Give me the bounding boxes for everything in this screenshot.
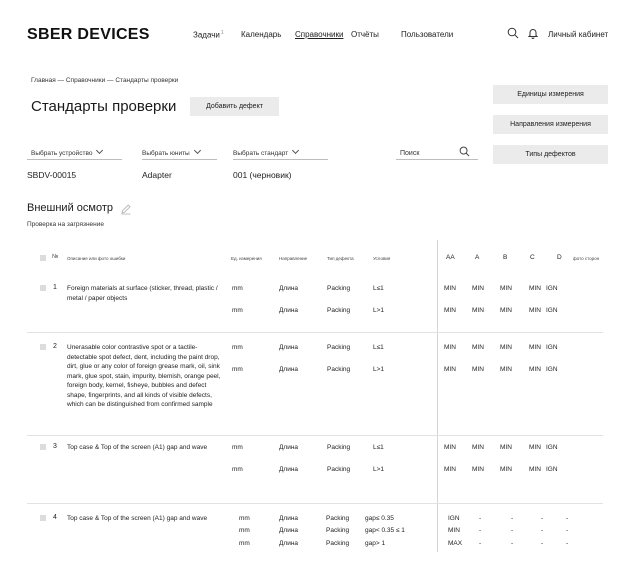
cell-aa: MIN (444, 307, 456, 314)
cell-c: MIN (529, 285, 541, 292)
cell-unit: mm (232, 344, 243, 351)
cell-b: - (511, 527, 514, 534)
section-subtitle: Проверка на загрязнение (27, 221, 104, 228)
cell-a: MIN (472, 344, 484, 351)
personal-cabinet-link[interactable]: Личный кабинет (548, 30, 609, 39)
cell-c: MIN (529, 366, 541, 373)
add-defect-button[interactable]: Добавить дефект (190, 97, 279, 116)
cell-condition: L>1 (373, 466, 385, 473)
row-description: Top case & Top of the screen (A1) gap and wave (67, 444, 208, 451)
cell-aa: MIN (448, 527, 460, 534)
row-description: Top case & Top of the screen (A1) gap and wave (67, 515, 208, 522)
cell-condition: gap≤ 0.35 (365, 515, 394, 522)
row-number: 4 (53, 514, 57, 521)
cell-type: Packing (327, 344, 351, 351)
cell-d: IGN (546, 307, 558, 314)
search-underline (396, 159, 478, 160)
section-title: Внешний осмотр (27, 202, 113, 214)
nav-reports[interactable]: Отчёты (351, 30, 379, 39)
standard-select-value: 001 (черновик) (233, 170, 292, 180)
cell-d: IGN (546, 444, 558, 451)
cell-direction: Длина (279, 515, 299, 522)
cell-c: MIN (529, 444, 541, 451)
cell-b: MIN (500, 344, 512, 351)
col-header-d: D (557, 254, 562, 261)
cell-d: - (566, 527, 569, 534)
cell-unit: mm (232, 366, 243, 373)
table-divider (437, 240, 438, 552)
row-description: Unerasable color contrastive spot or a tactile-detectable spot defect, dent, including the paint drop, dirt, glue or any color of foreign grease mark, oil, sink mark, glue spot, stain, impurity, blemish, orange peel, foreign body, kernel, fisheye, bubbles and defect shape, fingerprints, and all kinds of visible defects, which can be distinguished from confirmed sample (67, 344, 221, 408)
cell-a: MIN (472, 466, 484, 473)
pencil-icon[interactable] (120, 203, 132, 215)
units-select-label: Выбрать юниты (142, 150, 190, 157)
cell-a: MIN (472, 285, 484, 292)
cell-type: Packing (326, 540, 350, 547)
cell-condition: L≤1 (373, 285, 384, 292)
cell-direction: Длина (279, 444, 299, 451)
cell-condition: L>1 (373, 307, 385, 314)
cell-aa: IGN (448, 515, 460, 522)
chevron-down-icon (96, 147, 103, 154)
cell-aa: MIN (444, 366, 456, 373)
cell-a: - (479, 527, 482, 534)
standard-select[interactable] (233, 150, 298, 157)
cell-d: IGN (546, 366, 558, 373)
nav-calendar[interactable]: Календарь (241, 30, 282, 39)
cell-type: Packing (326, 527, 350, 534)
logo[interactable]: SBER DEVICES (27, 26, 150, 43)
cell-aa: MIN (444, 444, 456, 451)
standard-select-label: Выбрать стандарт (233, 150, 289, 157)
cell-b: MIN (500, 366, 512, 373)
cell-aa: MIN (444, 344, 456, 351)
units-button[interactable]: Единицы измерения (493, 85, 608, 104)
cell-direction: Длина (279, 466, 299, 473)
defect-types-button[interactable]: Типы дефектов (493, 145, 608, 164)
cell-a: MIN (472, 366, 484, 373)
cell-d: IGN (546, 466, 558, 473)
cell-type: Packing (326, 515, 350, 522)
cell-d: IGN (546, 285, 558, 292)
nav-tasks-label: Задачи (193, 30, 220, 40)
cell-unit: mm (239, 540, 250, 547)
cell-type: Packing (327, 307, 351, 314)
col-header-c: C (530, 254, 535, 261)
cell-condition: L≤1 (373, 344, 384, 351)
cell-direction: Длина (279, 344, 299, 351)
cell-direction: Длина (279, 366, 299, 373)
nav-tasks-badge: 1 (220, 30, 224, 36)
search-input[interactable]: Поиск (400, 150, 420, 157)
units-select-underline (142, 159, 217, 160)
row-checkbox[interactable] (40, 285, 46, 291)
cell-c: MIN (529, 344, 541, 351)
directions-button[interactable]: Направления измерения (493, 115, 608, 134)
cell-b: - (511, 540, 514, 547)
cell-aa: MAX (448, 540, 463, 547)
standard-select-underline (233, 159, 328, 160)
cell-b: MIN (500, 307, 512, 314)
search-icon[interactable] (459, 146, 470, 157)
chevron-down-icon (292, 147, 299, 154)
search-icon[interactable] (507, 27, 519, 39)
page-title: Стандарты проверки (31, 98, 177, 115)
cell-b: MIN (500, 444, 512, 451)
row-checkbox[interactable] (40, 515, 46, 521)
row-checkbox[interactable] (40, 444, 46, 450)
cell-direction: Длина (279, 540, 299, 547)
cell-b: MIN (500, 466, 512, 473)
cell-c: MIN (529, 307, 541, 314)
col-header-desc: Описание или фото ошибки (67, 256, 126, 261)
col-header-a: A (475, 254, 480, 261)
device-select[interactable] (31, 150, 102, 157)
cell-c: - (541, 527, 544, 534)
cell-a: MIN (472, 307, 484, 314)
units-select-value: Adapter (142, 170, 172, 180)
row-separator (27, 332, 603, 333)
col-header-type: Тип дефекта (327, 256, 354, 261)
col-header-direction: Направление (279, 256, 308, 261)
col-header-unit: Ед. измерения (231, 256, 262, 261)
cell-unit: mm (232, 285, 243, 292)
cell-d: IGN (546, 344, 558, 351)
col-header-condition: Условия (373, 256, 391, 261)
cell-type: Packing (327, 466, 351, 473)
cell-direction: Длина (279, 285, 299, 292)
cell-direction: Длина (279, 307, 299, 314)
select-all-checkbox[interactable] (40, 255, 46, 261)
cell-c: - (541, 515, 544, 522)
cell-condition: gap> 1 (365, 540, 386, 547)
row-number: 3 (53, 443, 57, 450)
col-header-num: № (52, 254, 59, 260)
cell-a: MIN (472, 444, 484, 451)
device-select-value: SBDV-00015 (27, 170, 77, 180)
row-number: 1 (53, 284, 57, 291)
cell-type: Packing (327, 285, 351, 292)
cell-c: - (541, 540, 544, 547)
cell-condition: L≤1 (373, 444, 384, 451)
device-select-label: Выбрать устройство (31, 150, 93, 157)
cell-condition: gap< 0.35 ≤ 1 (365, 527, 405, 534)
row-checkbox[interactable] (40, 344, 46, 350)
units-select[interactable] (142, 150, 200, 157)
cell-type: Packing (327, 444, 351, 451)
row-separator (27, 503, 603, 504)
cell-direction: Длина (279, 527, 299, 534)
cell-type: Packing (327, 366, 351, 373)
cell-unit: mm (232, 444, 243, 451)
cell-c: MIN (529, 466, 541, 473)
cell-unit: mm (232, 466, 243, 473)
cell-a: - (479, 515, 482, 522)
nav-references[interactable]: Справочники (295, 30, 344, 39)
nav-tasks[interactable] (193, 30, 224, 40)
cell-aa: MIN (444, 285, 456, 292)
row-separator (27, 435, 603, 436)
cell-b: MIN (500, 285, 512, 292)
cell-a: - (479, 540, 482, 547)
chevron-down-icon (194, 147, 201, 154)
col-header-aa: AA (446, 254, 455, 261)
cell-b: - (511, 515, 514, 522)
bell-icon[interactable] (527, 27, 539, 39)
row-description: Foreign materials at surface (sticker, thread, plastic / metal / paper objects (67, 285, 218, 302)
cell-aa: MIN (444, 466, 456, 473)
device-select-underline (27, 159, 122, 160)
col-header-b: B (503, 254, 508, 261)
cell-unit: mm (239, 527, 250, 534)
cell-unit: mm (232, 307, 243, 314)
cell-d: - (566, 515, 569, 522)
row-number: 2 (53, 343, 57, 350)
cell-condition: L>1 (373, 366, 385, 373)
nav-users[interactable]: Пользователи (401, 30, 454, 39)
cell-unit: mm (239, 515, 250, 522)
cell-d: - (566, 540, 569, 547)
breadcrumb[interactable]: Главная — Справочники — Стандарты проверки (31, 77, 179, 84)
col-header-photo: фото сторон (573, 256, 600, 261)
